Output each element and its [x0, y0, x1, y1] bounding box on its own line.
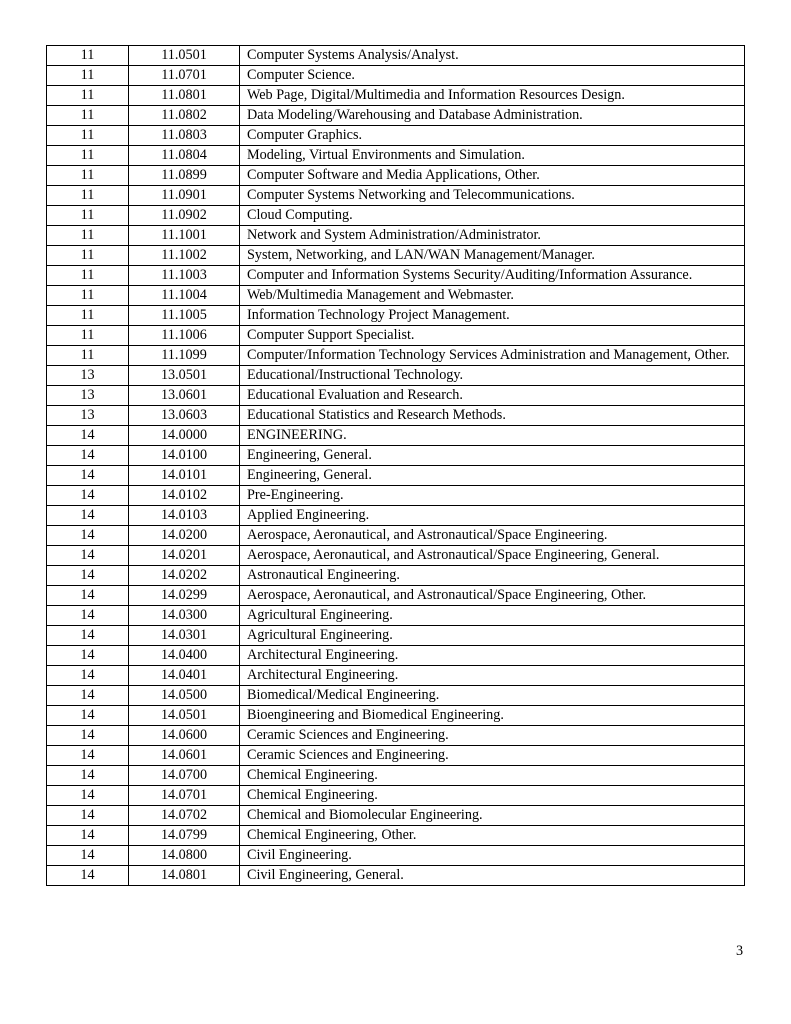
series-cell: 14	[47, 866, 129, 886]
series-cell: 11	[47, 166, 129, 186]
title-cell: Computer Systems Analysis/Analyst.	[240, 46, 745, 66]
series-cell: 14	[47, 626, 129, 646]
title-cell: Aerospace, Aeronautical, and Astronautical/Space Engineering, General.	[240, 546, 745, 566]
table-row	[47, 206, 745, 226]
table-row	[47, 506, 745, 526]
series-cell: 11	[47, 186, 129, 206]
series-cell: 11	[47, 86, 129, 106]
series-cell: 11	[47, 146, 129, 166]
series-cell: 14	[47, 486, 129, 506]
series-cell: 11	[47, 306, 129, 326]
code-cell: 11.1004	[129, 286, 240, 306]
series-cell: 14	[47, 606, 129, 626]
code-cell: 11.0803	[129, 126, 240, 146]
code-cell: 11.1005	[129, 306, 240, 326]
series-cell: 14	[47, 666, 129, 686]
code-cell: 14.0300	[129, 606, 240, 626]
code-cell: 14.0000	[129, 426, 240, 446]
table-row	[47, 126, 745, 146]
title-cell: ENGINEERING.	[240, 426, 745, 446]
title-cell: Network and System Administration/Administrator.	[240, 226, 745, 246]
table-row	[47, 586, 745, 606]
table-row	[47, 266, 745, 286]
title-cell: Civil Engineering, General.	[240, 866, 745, 886]
table-row	[47, 166, 745, 186]
title-cell: System, Networking, and LAN/WAN Management/Manager.	[240, 246, 745, 266]
table-row	[47, 186, 745, 206]
series-cell: 14	[47, 506, 129, 526]
title-cell: Computer Systems Networking and Telecommunications.	[240, 186, 745, 206]
code-cell: 14.0601	[129, 746, 240, 766]
title-cell: Ceramic Sciences and Engineering.	[240, 726, 745, 746]
code-cell: 13.0603	[129, 406, 240, 426]
code-cell: 14.0103	[129, 506, 240, 526]
table-row	[47, 406, 745, 426]
title-cell: Chemical Engineering.	[240, 766, 745, 786]
title-cell: Agricultural Engineering.	[240, 626, 745, 646]
table-row	[47, 786, 745, 806]
table-row	[47, 706, 745, 726]
title-cell: Architectural Engineering.	[240, 646, 745, 666]
code-cell: 11.1003	[129, 266, 240, 286]
title-cell: Computer Support Specialist.	[240, 326, 745, 346]
code-cell: 11.1002	[129, 246, 240, 266]
title-cell: Computer Software and Media Applications, Other.	[240, 166, 745, 186]
title-cell: Biomedical/Medical Engineering.	[240, 686, 745, 706]
code-cell: 14.0102	[129, 486, 240, 506]
table-row	[47, 726, 745, 746]
code-cell: 11.0902	[129, 206, 240, 226]
series-cell: 11	[47, 206, 129, 226]
code-cell: 14.0200	[129, 526, 240, 546]
title-cell: Web Page, Digital/Multimedia and Information Resources Design.	[240, 86, 745, 106]
table-row	[47, 386, 745, 406]
series-cell: 14	[47, 766, 129, 786]
table-row	[47, 866, 745, 886]
series-cell: 14	[47, 726, 129, 746]
table-row	[47, 346, 745, 366]
series-cell: 14	[47, 706, 129, 726]
table-row	[47, 846, 745, 866]
title-cell: Computer Graphics.	[240, 126, 745, 146]
series-cell: 14	[47, 746, 129, 766]
title-cell: Agricultural Engineering.	[240, 606, 745, 626]
page-number: 3	[736, 943, 744, 959]
code-cell: 11.0801	[129, 86, 240, 106]
series-cell: 11	[47, 126, 129, 146]
code-cell: 14.0500	[129, 686, 240, 706]
table-row	[47, 446, 745, 466]
table-row	[47, 86, 745, 106]
series-cell: 14	[47, 826, 129, 846]
series-cell: 14	[47, 446, 129, 466]
title-cell: Computer/Information Technology Services Administration and Management, Other.	[240, 346, 745, 366]
table-row	[47, 566, 745, 586]
code-cell: 11.1099	[129, 346, 240, 366]
title-cell: Educational Evaluation and Research.	[240, 386, 745, 406]
code-cell: 11.0501	[129, 46, 240, 66]
series-cell: 11	[47, 326, 129, 346]
title-cell: Educational/Instructional Technology.	[240, 366, 745, 386]
code-cell: 11.0804	[129, 146, 240, 166]
title-cell: Modeling, Virtual Environments and Simulation.	[240, 146, 745, 166]
code-cell: 11.0899	[129, 166, 240, 186]
code-cell: 14.0401	[129, 666, 240, 686]
series-cell: 11	[47, 266, 129, 286]
code-cell: 14.0700	[129, 766, 240, 786]
table-row	[47, 466, 745, 486]
code-cell: 11.0802	[129, 106, 240, 126]
code-cell: 14.0501	[129, 706, 240, 726]
title-cell: Data Modeling/Warehousing and Database Administration.	[240, 106, 745, 126]
title-cell: Computer Science.	[240, 66, 745, 86]
code-cell: 14.0301	[129, 626, 240, 646]
title-cell: Civil Engineering.	[240, 846, 745, 866]
series-cell: 14	[47, 786, 129, 806]
code-cell: 11.0701	[129, 66, 240, 86]
code-cell: 14.0799	[129, 826, 240, 846]
table-row	[47, 146, 745, 166]
series-cell: 14	[47, 586, 129, 606]
code-cell: 11.1001	[129, 226, 240, 246]
title-cell: Engineering, General.	[240, 466, 745, 486]
title-cell: Bioengineering and Biomedical Engineering.	[240, 706, 745, 726]
series-cell: 13	[47, 366, 129, 386]
series-cell: 13	[47, 386, 129, 406]
title-cell: Aerospace, Aeronautical, and Astronautical/Space Engineering.	[240, 526, 745, 546]
table-row	[47, 46, 745, 66]
series-cell: 11	[47, 346, 129, 366]
code-cell: 14.0202	[129, 566, 240, 586]
table-row	[47, 426, 745, 446]
table-row	[47, 826, 745, 846]
table-row	[47, 806, 745, 826]
table-row	[47, 646, 745, 666]
series-cell: 11	[47, 106, 129, 126]
table-row	[47, 306, 745, 326]
series-cell: 14	[47, 846, 129, 866]
series-cell: 14	[47, 566, 129, 586]
code-cell: 14.0701	[129, 786, 240, 806]
series-cell: 11	[47, 286, 129, 306]
code-cell: 11.1006	[129, 326, 240, 346]
series-cell: 14	[47, 526, 129, 546]
code-cell: 14.0800	[129, 846, 240, 866]
series-cell: 11	[47, 46, 129, 66]
series-cell: 14	[47, 646, 129, 666]
cip-code-table	[46, 45, 745, 886]
code-cell: 14.0600	[129, 726, 240, 746]
code-cell: 14.0299	[129, 586, 240, 606]
code-cell: 14.0101	[129, 466, 240, 486]
table-row	[47, 626, 745, 646]
series-cell: 14	[47, 806, 129, 826]
code-cell: 14.0201	[129, 546, 240, 566]
title-cell: Architectural Engineering.	[240, 666, 745, 686]
title-cell: Information Technology Project Management.	[240, 306, 745, 326]
code-cell: 14.0702	[129, 806, 240, 826]
title-cell: Educational Statistics and Research Methods.	[240, 406, 745, 426]
series-cell: 14	[47, 546, 129, 566]
code-cell: 11.0901	[129, 186, 240, 206]
title-cell: Aerospace, Aeronautical, and Astronautical/Space Engineering, Other.	[240, 586, 745, 606]
table-row	[47, 526, 745, 546]
title-cell: Applied Engineering.	[240, 506, 745, 526]
series-cell: 11	[47, 66, 129, 86]
cip-table-body	[47, 46, 745, 886]
table-row	[47, 246, 745, 266]
title-cell: Pre-Engineering.	[240, 486, 745, 506]
title-cell: Ceramic Sciences and Engineering.	[240, 746, 745, 766]
table-row	[47, 606, 745, 626]
code-cell: 13.0501	[129, 366, 240, 386]
code-cell: 13.0601	[129, 386, 240, 406]
title-cell: Web/Multimedia Management and Webmaster.	[240, 286, 745, 306]
table-row	[47, 666, 745, 686]
title-cell: Chemical and Biomolecular Engineering.	[240, 806, 745, 826]
table-row	[47, 546, 745, 566]
table-row	[47, 226, 745, 246]
code-cell: 14.0801	[129, 866, 240, 886]
table-row	[47, 66, 745, 86]
series-cell: 13	[47, 406, 129, 426]
table-row	[47, 326, 745, 346]
table-row	[47, 766, 745, 786]
title-cell: Engineering, General.	[240, 446, 745, 466]
table-row	[47, 106, 745, 126]
series-cell: 14	[47, 686, 129, 706]
series-cell: 11	[47, 226, 129, 246]
code-cell: 14.0100	[129, 446, 240, 466]
table-row	[47, 486, 745, 506]
table-row	[47, 366, 745, 386]
series-cell: 14	[47, 466, 129, 486]
table-row	[47, 686, 745, 706]
title-cell: Cloud Computing.	[240, 206, 745, 226]
table-row	[47, 286, 745, 306]
series-cell: 11	[47, 246, 129, 266]
title-cell: Chemical Engineering, Other.	[240, 826, 745, 846]
series-cell: 14	[47, 426, 129, 446]
table-row	[47, 746, 745, 766]
title-cell: Astronautical Engineering.	[240, 566, 745, 586]
title-cell: Chemical Engineering.	[240, 786, 745, 806]
code-cell: 14.0400	[129, 646, 240, 666]
title-cell: Computer and Information Systems Security/Auditing/Information Assurance.	[240, 266, 745, 286]
